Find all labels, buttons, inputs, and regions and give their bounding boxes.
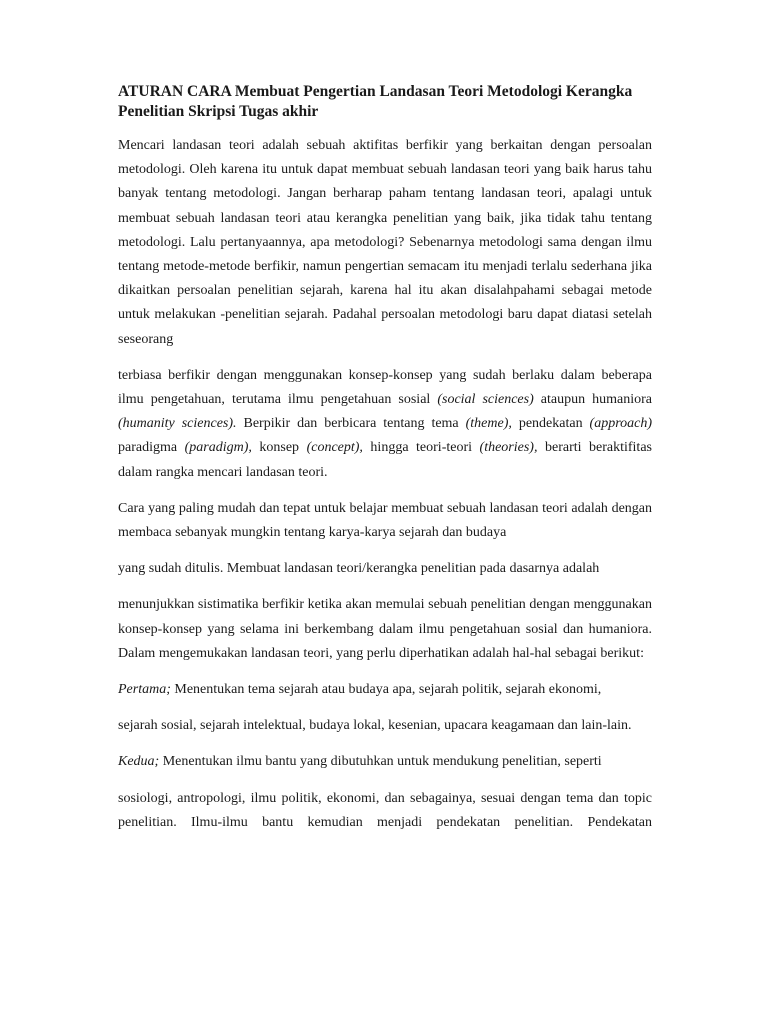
- paragraph-concepts: [118, 364, 652, 485]
- italic-term: (theories),: [479, 440, 538, 456]
- paragraph-written: yang sudah ditulis. Membuat landasan teori/kerangka penelitian pada dasarnya adalah: [118, 561, 600, 577]
- italic-term: (social sciences): [437, 392, 534, 408]
- document-page: [118, 82, 652, 835]
- italic-term: (paradigm),: [184, 440, 252, 456]
- text-run: terbiasa berfikir dengan menggunakan konsep-konsep yang sudah berlaku dalam beberapa ilmu pengetahuan, terutama ilmu pengetahuan sosial: [118, 367, 652, 408]
- italic-term: (concept),: [306, 440, 363, 456]
- italic-term: (approach): [589, 416, 652, 432]
- text-run: hingga teori-teori: [362, 440, 480, 456]
- text-run: berarti beraktifitas dalam rangka mencari landasan teori.: [118, 440, 652, 480]
- paragraph-first-point: [118, 678, 652, 702]
- text-run: ataupun humaniora: [533, 392, 652, 408]
- paragraph-auxiliary-sciences: sosiologi, antropologi, ilmu politik, ekonomi, dan sebagainya, sesuai dengan tema dan topic penelitian. Ilmu-ilmu bantu kemudian menjadi pendekatan penelitian. Pendekatan: [118, 790, 652, 830]
- text-run: konsep: [251, 440, 307, 456]
- document-title: ATURAN CARA Membuat Pengertian Landasan Teori Metodologi Kerangka Penelitian Skripsi Tugas akhir: [118, 83, 633, 120]
- paragraph-second-point: [118, 750, 652, 774]
- point-label: Pertama;: [118, 682, 171, 698]
- text-run: pendekatan: [511, 416, 590, 432]
- paragraph-systematics: menunjukkan sistimatika berfikir ketika akan memulai sebuah penelitian dengan menggunakan konsep-konsep yang selama ini berkembang dalam ilmu pengetahuan sosial dan humaniora. Dalam mengemukakan landasan teori, yang perlu diperhatikan adalah hal-hal sebagai berikut:: [118, 597, 652, 661]
- paragraph-reading: Cara yang paling mudah dan tepat untuk belajar membuat sebuah landasan teori adalah dengan membaca sebanyak mungkin tentang karya-karya sejarah dan budaya: [118, 500, 652, 541]
- paragraph-themes-list: sejarah sosial, sejarah intelektual, budaya lokal, kesenian, upacara keagamaan dan lain-lain.: [118, 718, 632, 734]
- text-run: paradigma: [118, 440, 185, 456]
- italic-term: (humanity sciences).: [118, 416, 237, 432]
- text-run: Menentukan tema sejarah atau budaya apa, sejarah politik, sejarah ekonomi,: [170, 682, 602, 698]
- italic-term: (theme),: [465, 416, 512, 432]
- point-label: Kedua;: [118, 754, 160, 770]
- text-run: Menentukan ilmu bantu yang dibutuhkan untuk mendukung penelitian, seperti: [159, 754, 602, 770]
- paragraph-intro: Mencari landasan teori adalah sebuah aktifitas berfikir yang berkaitan dengan persoalan metodologi. Oleh karena itu untuk dapat membuat sebuah landasan teori yang baik harus tahu banyak tentang metodologi. Jangan berharap paham tentang landasan teori, apalagi untuk membuat sebuah landasan teori atau kerangka penelitian yang baik, jika tidak tahu tentang metodologi. Lalu pertanyaannya, apa metodologi? Sebenarnya metodologi sama dengan ilmu tentang metode-metode berfikir, namun pengertian semacam itu menjadi terlalu sederhana jika dikaitkan persoalan penelitian sejarah, karena hal itu akan disalahpahami sebagai metode untuk melakukan -penelitian sejarah. Padahal persoalan metodologi baru dapat diatasi setelah seseorang: [118, 138, 652, 347]
- text-run: Berpikir dan berbicara tentang tema: [236, 416, 466, 432]
